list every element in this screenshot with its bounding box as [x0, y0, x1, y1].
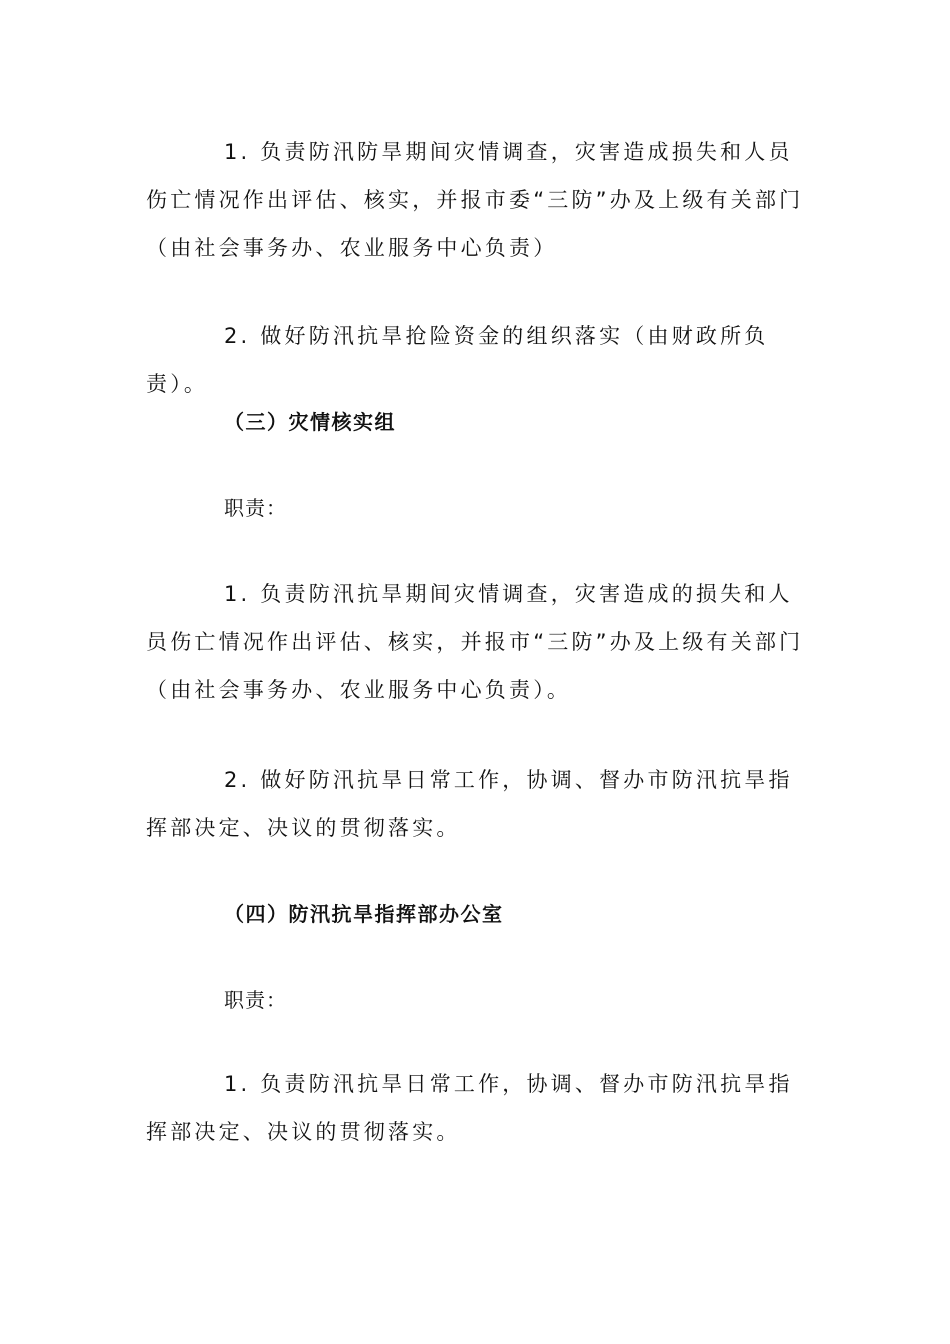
duties-label-section3: 职责： [224, 496, 287, 520]
duties-label-section4: 职责： [224, 988, 287, 1012]
paragraph-disaster-survey-2: 1. 负责防汛抗旱期间灾情调查，灾害造成的损失和人员伤亡情况作出评估、核实，并报市“三防”办及上级有关部门（由社会事务办、农业服务中心负责）。 [146, 582, 804, 702]
paragraph-funding: 2. 做好防汛抗旱抢险资金的组织落实（由财政所负责）。 [146, 324, 769, 396]
paragraph-daily-work-2: 1. 负责防汛抗旱日常工作，协调、督办市防汛抗旱指挥部决定、决议的贯彻落实。 [146, 1072, 793, 1144]
paragraph-daily-work-1: 2. 做好防汛抗旱日常工作，协调、督办市防汛抗旱指挥部决定、决议的贯彻落实。 [146, 768, 793, 840]
section-heading-command-office: （四）防汛抗旱指挥部办公室 [224, 902, 504, 926]
section-heading-disaster-verification: （三）灾情核实组 [224, 410, 396, 434]
paragraph-disaster-survey-1: 1. 负责防汛防旱期间灾情调查，灾害造成损失和人员伤亡情况作出评估、核实，并报市委“三防”办及上级有关部门（由社会事务办、农业服务中心负责） [146, 140, 804, 260]
